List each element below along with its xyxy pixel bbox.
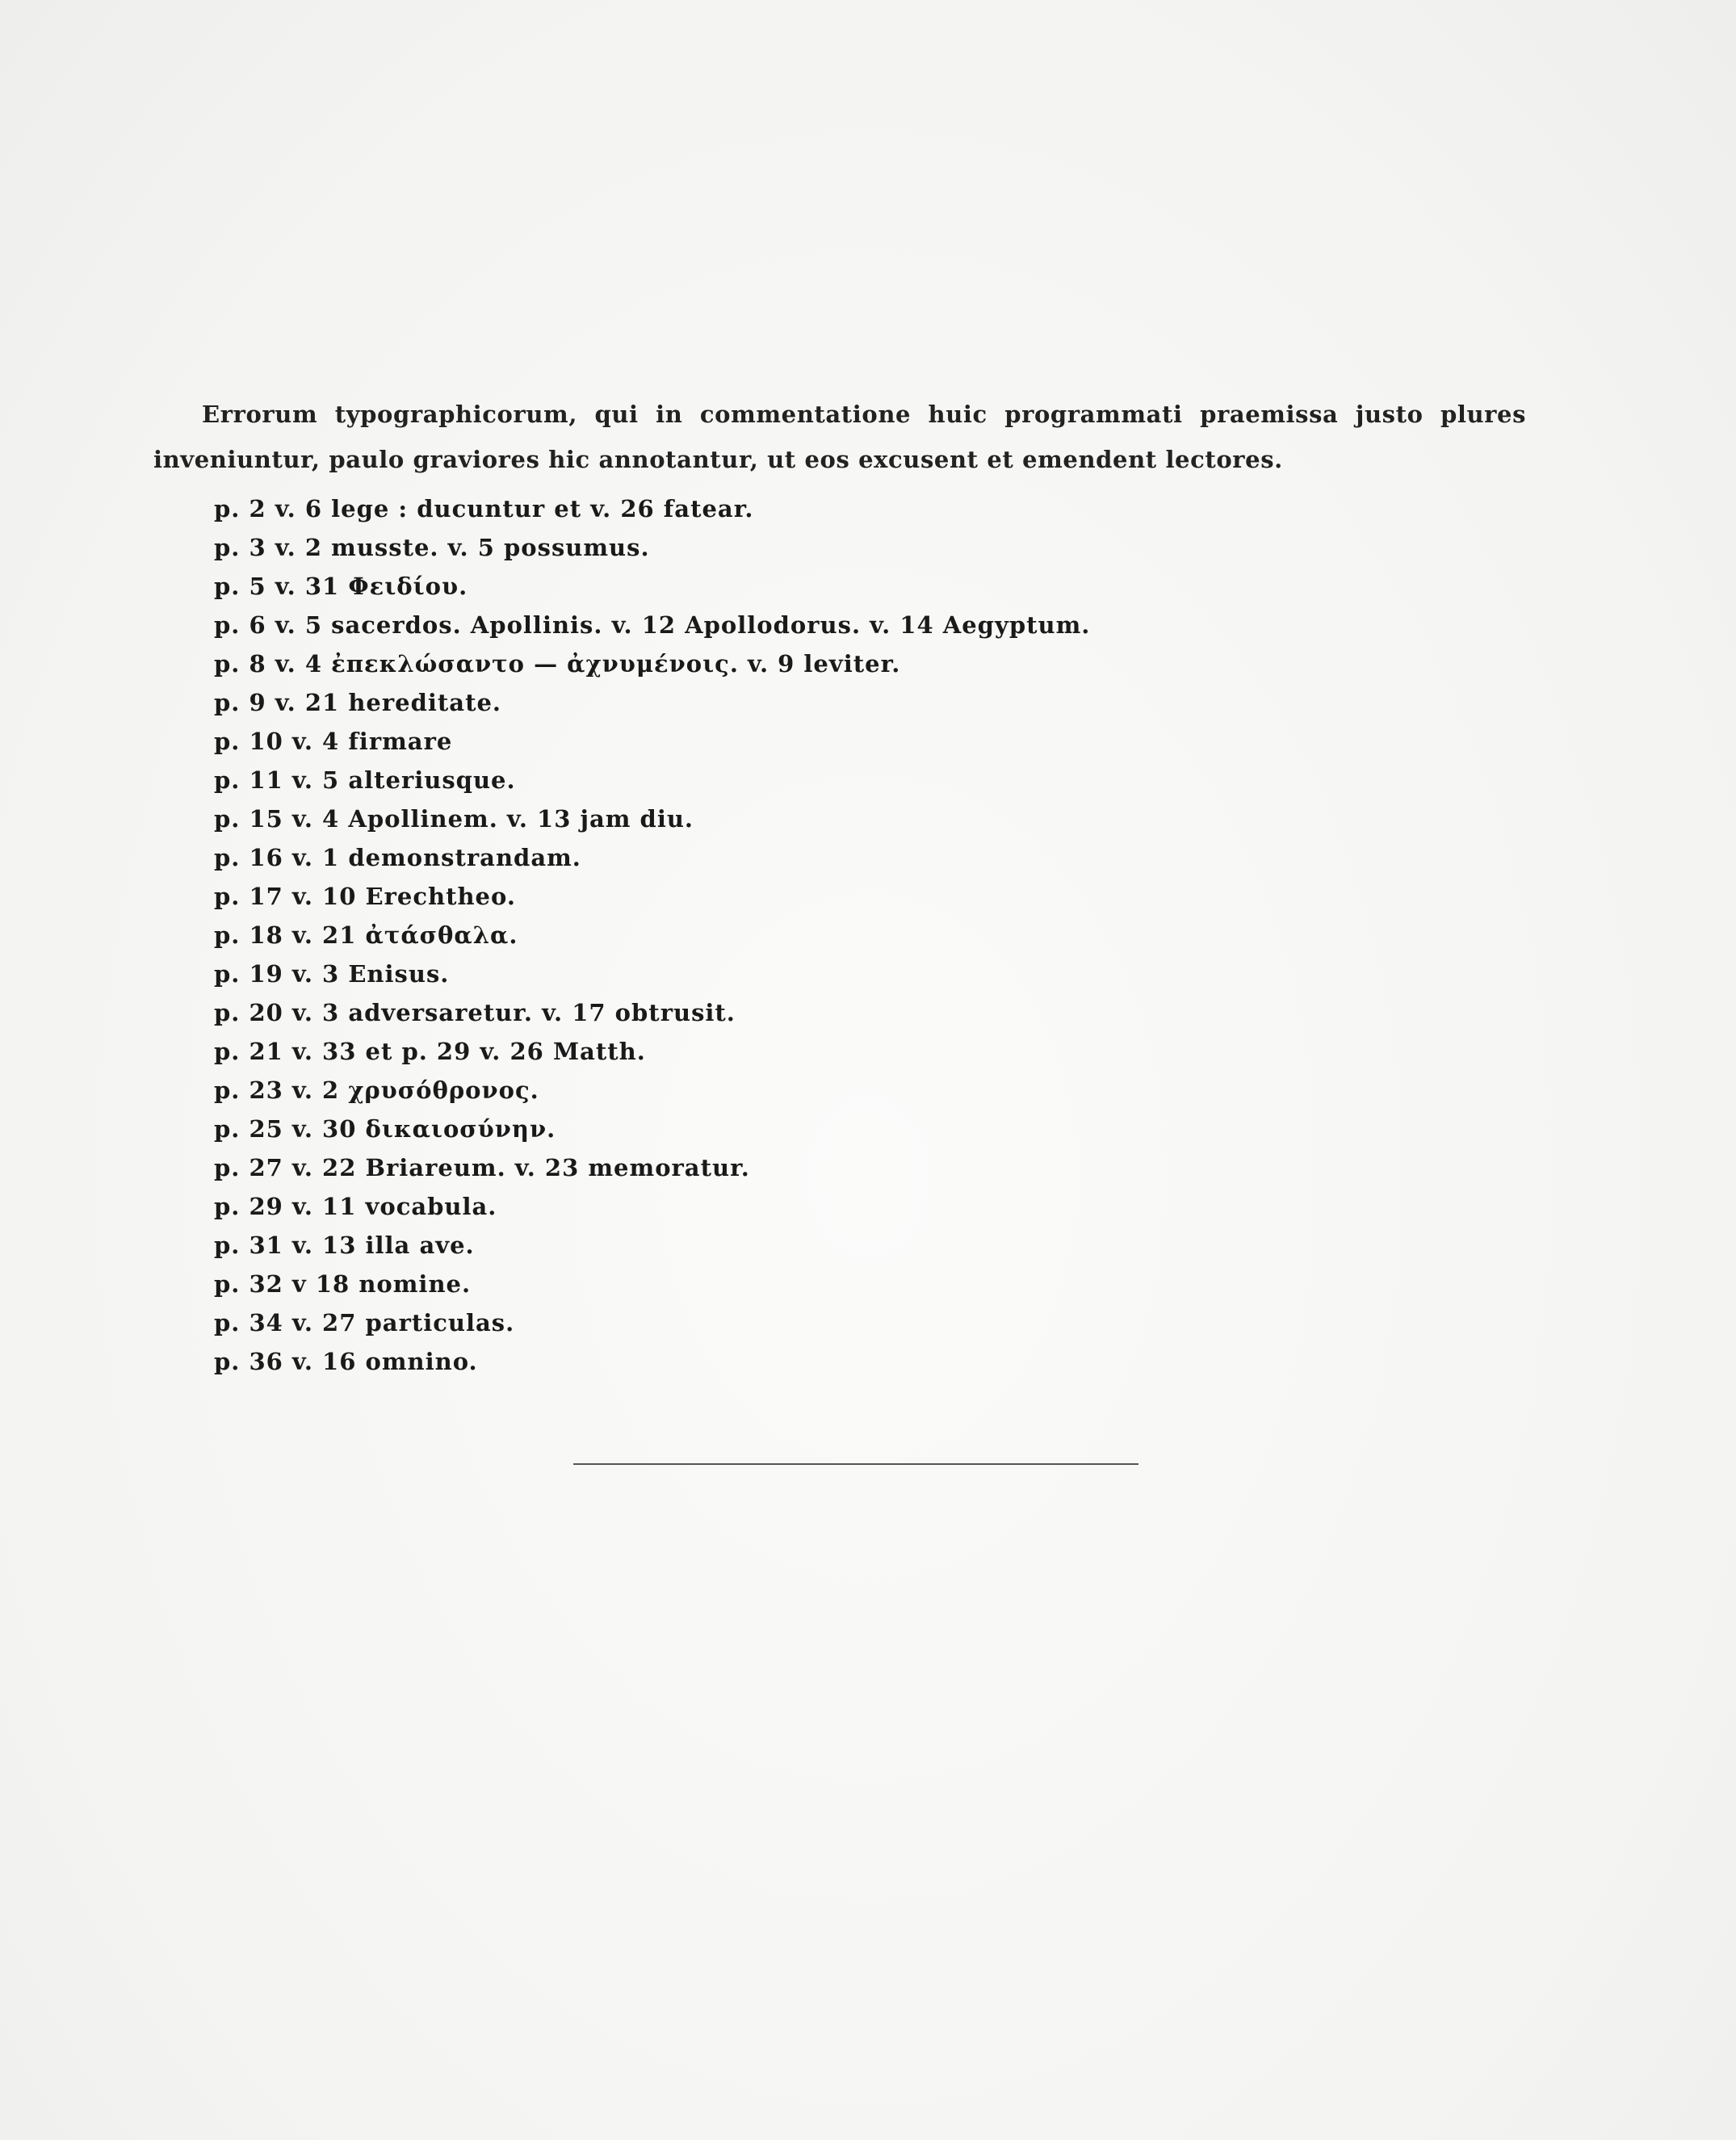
errata-entry: p. 32 v 18 nomine. — [214, 1270, 472, 1298]
errata-entry: p. 15 v. 4 Apollinem. v. 13 jam diu. — [214, 805, 694, 833]
errata-entry: p. 5 v. 31 Φειδίου. — [214, 573, 468, 600]
errata-entry: p. 23 v. 2 χρυσόθρονος. — [214, 1076, 539, 1104]
errata-entry: p. 2 v. 6 lege : ducuntur et v. 26 fatear. — [214, 495, 754, 522]
errata-entry: p. 36 v. 16 omnino. — [214, 1348, 478, 1375]
errata-entry: p. 27 v. 22 Briareum. v. 23 memoratur. — [214, 1154, 750, 1181]
errata-entry: p. 34 v. 27 particulas. — [214, 1309, 515, 1336]
errata-entry: p. 3 v. 2 musste. v. 5 possumus. — [214, 534, 650, 561]
divider-rule — [573, 1463, 1138, 1465]
errata-entry: p. 20 v. 3 adversaretur. v. 17 obtrusit. — [214, 999, 736, 1026]
errata-entry: p. 9 v. 21 hereditate. — [214, 689, 502, 716]
errata-entry: p. 21 v. 33 et p. 29 v. 26 Matth. — [214, 1038, 646, 1065]
errata-entry: p. 19 v. 3 Enisus. — [214, 960, 450, 988]
errata-entry: p. 29 v. 11 vocabula. — [214, 1193, 497, 1220]
errata-entry: p. 31 v. 13 illa ave. — [214, 1232, 475, 1259]
errata-entry: p. 16 v. 1 demonstrandam. — [214, 844, 581, 871]
errata-entry: p. 18 v. 21 ἀτάσθαλα. — [214, 921, 518, 949]
errata-entry: p. 17 v. 10 Erechtheo. — [214, 883, 516, 910]
errata-entry: p. 11 v. 5 alteriusque. — [214, 766, 516, 794]
errata-entry: p. 25 v. 30 δικαιοσύνην. — [214, 1115, 556, 1143]
errata-list — [214, 489, 1090, 1381]
errata-entry: p. 6 v. 5 sacerdos. Apollinis. v. 12 Apollodorus. v. 14 Aegyptum. — [214, 611, 1091, 639]
errata-entry: p. 10 v. 4 firmare — [214, 728, 453, 755]
errata-entry: p. 8 v. 4 ἐπεκλώσαντο — ἀχνυμένοις. v. 9 leviter. — [214, 650, 901, 678]
errata-intro-paragraph: Errorum typographicorum, qui in commentatione huic programmati praemissa justo plures inveniuntur, paulo graviores hic annotantur, ut eos excusent et emendent lectores. — [153, 401, 1526, 473]
